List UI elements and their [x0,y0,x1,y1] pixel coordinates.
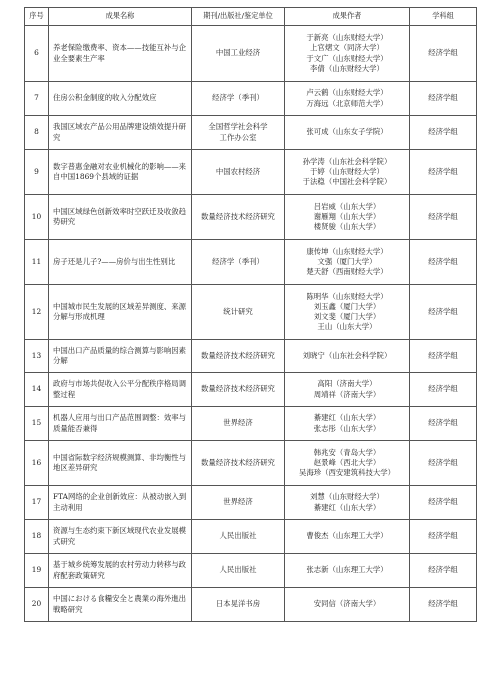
subject-group: 经济学组 [410,195,477,240]
subject-group: 经济学组 [410,588,477,622]
subject-group: 经济学组 [410,554,477,588]
row-number: 9 [25,150,49,195]
result-title: 数字普惠金融对农业机械化的影响——来自中国1869个县域的证据 [49,150,192,195]
author-name: 于新亮（山东财经大学） [306,33,388,43]
row-number: 16 [25,441,49,486]
publisher-name: 全国哲学社会科学 [208,122,268,132]
subject-group: 经济学组 [410,520,477,554]
author-name: 于婷（山东财经大学） [310,166,384,176]
table-row [25,554,477,588]
publisher-name: 人民出版社 [219,531,257,541]
row-number: 18 [25,520,49,554]
table-row [25,116,477,150]
publisher-name: 工作办公室 [219,132,257,142]
author-name: 安同信（济南大学） [313,599,381,609]
result-title: 中国出口产品质量的综合测算与影响因素分解 [49,340,192,373]
publisher-name: 数量经济技术经济研究 [201,350,275,360]
subject-group: 经济学组 [410,340,477,373]
author-name: 吕岩威（山东大学） [313,201,381,211]
result-title: 机器人应用与出口产品范围调整：效率与质量能否兼得 [49,407,192,441]
table-row [25,407,477,441]
publisher-cell [192,486,285,520]
publisher-cell [192,82,285,116]
publisher-cell [192,285,285,340]
subject-group: 经济学组 [410,441,477,486]
author-name: 康传坤（山东财经大学） [306,246,388,256]
result-title: 资源与生态约束下新区域现代农业发展模式研究 [49,520,192,554]
result-title: 中国省际数字经济规模测算、非均衡性与地区差异研究 [49,441,192,486]
author-name: 王山（山东大学） [317,322,377,332]
row-number: 11 [25,240,49,285]
result-title: 养老保险缴费率、资本——技能互补与企业全要素生产率 [49,26,192,82]
publisher-cell [192,195,285,240]
header-no: 序号 [25,8,49,26]
publisher-cell [192,407,285,441]
result-title: 基于城乡统筹发展的农村劳动力转移与政府配套政策研究 [49,554,192,588]
row-number: 6 [25,26,49,82]
table-row [25,373,477,407]
subject-group: 经济学组 [410,82,477,116]
authors-cell [285,588,410,622]
result-title: 中国区域绿色创新效率时空跃迁及收敛趋势研究 [49,195,192,240]
authors-cell [285,373,410,407]
author-name: 刘晓宁（山东社会科学院） [302,350,392,360]
author-name: 楼贤骏（山东大学） [313,222,381,232]
table-row [25,588,477,622]
table-body [25,26,477,622]
authors-cell [285,441,410,486]
author-name: 刘玉鑫（厦门大学） [313,301,381,311]
author-name: 陈明华（山东财经大学） [306,291,388,301]
author-name: 周靖祥（济南大学） [313,389,381,399]
table-row [25,150,477,195]
author-name: 孙学涛（山东社会科学院） [302,156,392,166]
subject-group: 经济学组 [410,407,477,441]
author-name: 李倩（山东财经大学） [310,63,384,73]
table-row [25,240,477,285]
publisher-name: 数量经济技术经济研究 [201,457,275,467]
subject-group: 经济学组 [410,150,477,195]
table-row [25,486,477,520]
publisher-name: 人民出版社 [219,565,257,575]
result-title: 中国城市民生发展的区域差异测度、来源分解与形成机理 [49,285,192,340]
author-name: 韩兆安（青岛大学） [313,447,381,457]
authors-cell [285,150,410,195]
results-table-wrapper [24,7,477,622]
result-title: 中国における食糧安全と農業の海外進出戦略研究 [49,588,192,622]
subject-group: 经济学组 [410,26,477,82]
publisher-name: 数量经济技术经济研究 [201,384,275,394]
row-number: 10 [25,195,49,240]
table-row [25,285,477,340]
author-name: 万海远（北京师范大学） [306,98,388,108]
row-number: 14 [25,373,49,407]
row-number: 13 [25,340,49,373]
authors-cell [285,285,410,340]
authors-cell [285,554,410,588]
authors-cell [285,340,410,373]
authors-cell [285,82,410,116]
author-name: 张志新（山东理工大学） [306,565,388,575]
table-row [25,82,477,116]
publisher-name: 日本晃洋书房 [215,599,261,609]
header-authors: 成果作者 [285,8,410,26]
publisher-cell [192,150,285,195]
publisher-cell [192,554,285,588]
authors-cell [285,486,410,520]
subject-group: 经济学组 [410,240,477,285]
subject-group: 经济学组 [410,373,477,407]
header-group: 学科组 [410,8,477,26]
row-number: 8 [25,116,49,150]
author-name: 谢雁翔（山东大学） [313,211,381,221]
publisher-cell [192,373,285,407]
author-name: 文强（厦门大学） [317,256,377,266]
table-row [25,441,477,486]
authors-cell [285,116,410,150]
table-header-row [25,8,477,26]
author-name: 刘慧（山东财经大学） [310,492,384,502]
author-name: 张可成（山东女子学院） [306,127,388,137]
author-name: 高阳（济南大学） [317,379,377,389]
row-number: 12 [25,285,49,340]
author-name: 吴海珍（西安建筑科技大学） [298,468,396,478]
publisher-cell [192,116,285,150]
subject-group: 经济学组 [410,285,477,340]
result-title: FTA网络的企业创新效应：从被动嵌入到主动利用 [49,486,192,520]
publisher-cell [192,441,285,486]
authors-cell [285,407,410,441]
results-table [24,7,477,622]
publisher-cell [192,588,285,622]
result-title: 住房公积金制度的收入分配效应 [49,82,192,116]
authors-cell [285,240,410,285]
author-name: 綦建红（山东大学） [313,502,381,512]
author-name: 曹俊杰（山东理工大学） [306,531,388,541]
authors-cell [285,26,410,82]
publisher-name: 统计研究 [223,306,253,316]
author-name: 刘文斐（厦门大学） [313,312,381,321]
author-name: 楚天舒（西南财经大学） [306,267,388,277]
author-name: 于文广（山东财经大学） [306,53,388,63]
header-publisher: 期刊/出版社/鉴定单位 [192,8,285,26]
author-name: 赵景峰（西北大学） [313,457,381,467]
publisher-cell [192,240,285,285]
publisher-cell [192,520,285,554]
row-number: 20 [25,588,49,622]
author-name: 卢云鹤（山东财经大学） [306,88,388,98]
author-name: 綦建红（山东大学） [313,413,381,423]
table-row [25,26,477,82]
publisher-cell [192,26,285,82]
subject-group: 经济学组 [410,116,477,150]
table-row [25,195,477,240]
row-number: 7 [25,82,49,116]
publisher-name: 经济学（季刊） [212,256,264,266]
publisher-name: 世界经济 [223,418,253,428]
author-name: 张志彤（山东大学） [313,423,381,433]
publisher-name: 世界经济 [223,497,253,507]
authors-cell [285,520,410,554]
table-row [25,340,477,373]
result-title: 政府与市场共促收入公平分配秩序格局调整过程 [49,373,192,407]
authors-cell [285,195,410,240]
author-name: 于法稳（中国社会科学院） [302,177,392,187]
row-number: 15 [25,407,49,441]
publisher-name: 中国工业经济 [215,48,261,58]
publisher-name: 中国农村经济 [215,166,261,176]
row-number: 17 [25,486,49,520]
publisher-cell [192,340,285,373]
subject-group: 经济学组 [410,486,477,520]
publisher-name: 经济学（季刊） [212,93,264,103]
result-title: 房子还是儿子?——房价与出生性别比 [49,240,192,285]
row-number: 19 [25,554,49,588]
table-row [25,520,477,554]
header-title: 成果名称 [49,8,192,26]
publisher-name: 数量经济技术经济研究 [201,211,275,221]
result-title: 我国区域农产品公用品牌建设绩效提升研究 [49,116,192,150]
author-name: 上官熠文（同济大学） [310,43,384,53]
